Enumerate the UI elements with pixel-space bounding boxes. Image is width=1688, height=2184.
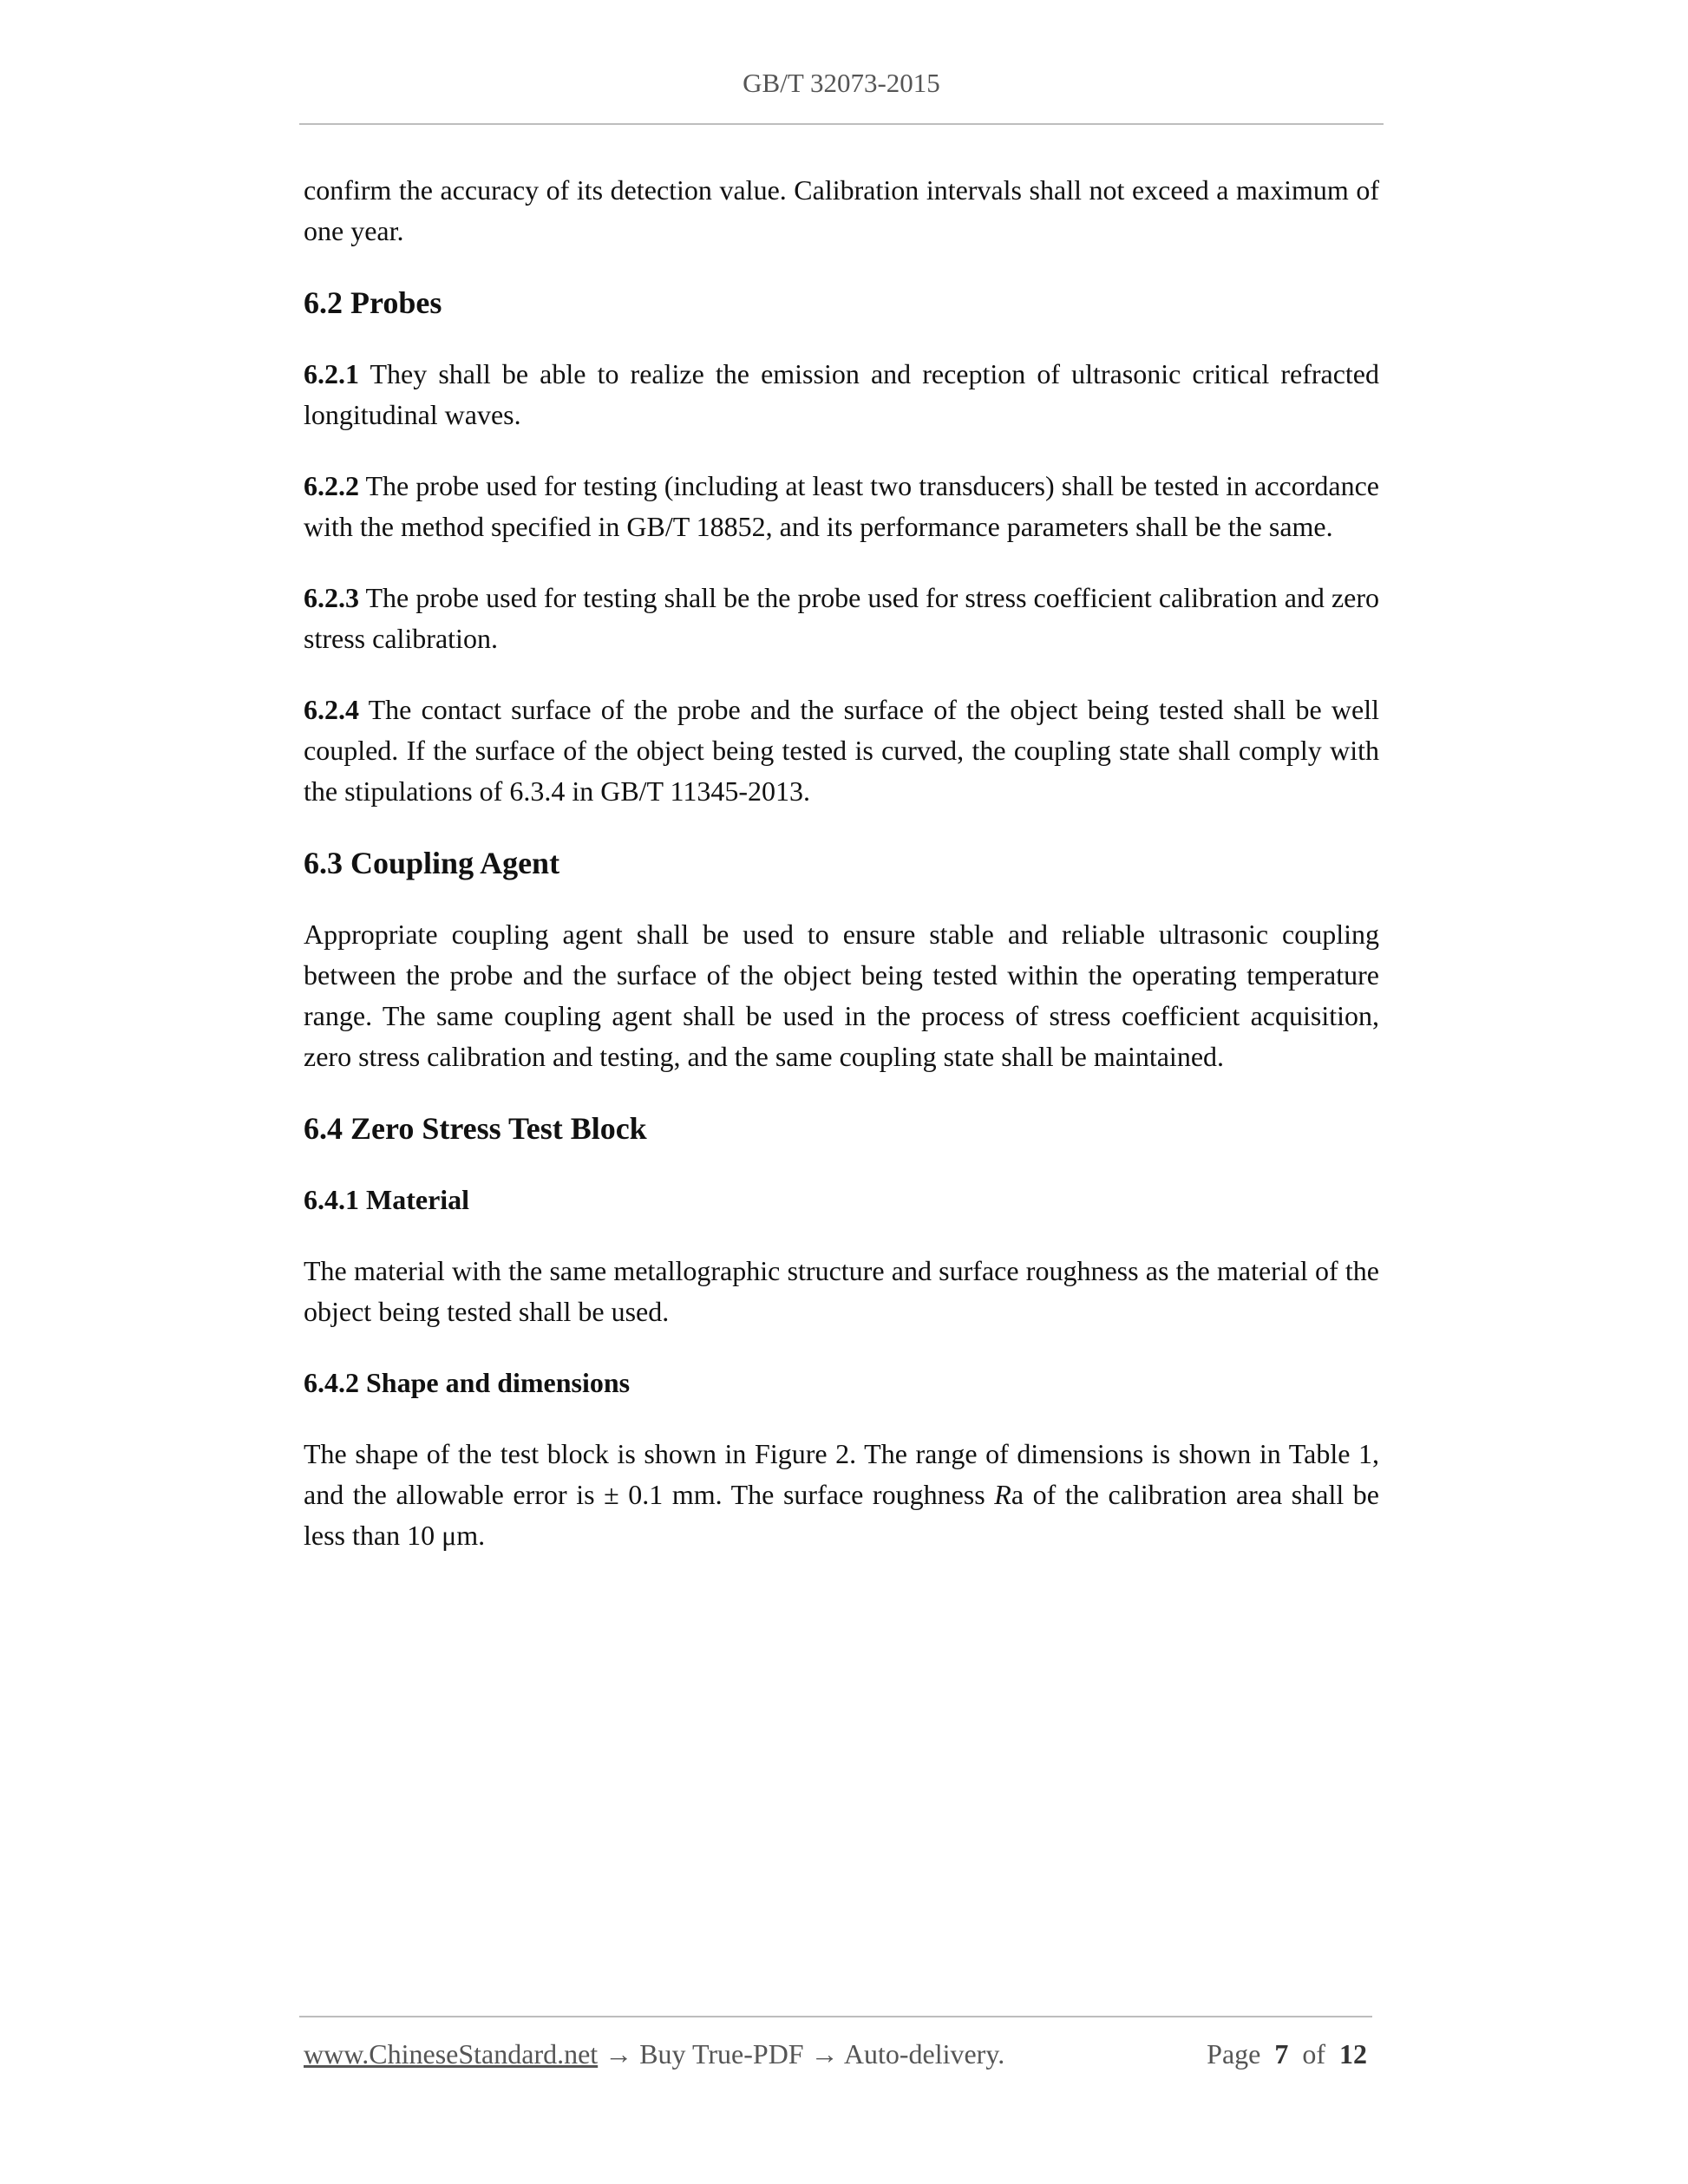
clause-6-2-2 (304, 466, 1379, 547)
footer-divider (299, 2016, 1372, 2017)
clause-number: 6.2.3 (304, 582, 359, 613)
clause-number: 6.2.1 (304, 358, 359, 389)
page-number: 7 (1274, 2038, 1289, 2070)
section-6-4-1-heading: 6.4.1 Material (304, 1184, 470, 1215)
clause-number: 6.2.4 (304, 694, 359, 725)
roughness-symbol: R (994, 1479, 1011, 1510)
buy-text: Buy True-PDF (639, 2038, 804, 2070)
clause-text: They shall be able to realize the emission and reception of ultrasonic critical refracted longitudinal waves. (304, 358, 1379, 430)
document-body (304, 170, 1379, 1556)
section-6-2-heading: 6.2 Probes (304, 285, 442, 320)
page-label: Page (1207, 2038, 1261, 2070)
section-6-4-2-heading: 6.4.2 Shape and dimensions (304, 1367, 631, 1398)
section-6-4-2-paragraph (304, 1434, 1379, 1556)
arrow-right-icon: → (810, 2038, 839, 2070)
clause-text: The probe used for testing shall be the probe used for stress coefficient calibration and zero stress calibration. (304, 582, 1379, 654)
section-6-3-heading: 6.3 Coupling Agent (304, 846, 560, 880)
site-link[interactable]: www.ChineseStandard.net (304, 2038, 599, 2070)
footer-promo (304, 2038, 1004, 2070)
clause-text: The contact surface of the probe and the surface of the object being tested shall be well coupled. If the surface of the object being tested is curved, the coupling state shall comply with the stipulations of 6.3.4 in GB/T 11345-2013. (304, 694, 1379, 807)
clause-6-2-3 (304, 578, 1379, 659)
paragraph-text: a of the calibration area shall be less than 10 μm. (304, 1479, 1380, 1551)
page-indicator (1207, 2038, 1367, 2070)
header-divider (299, 123, 1384, 125)
intro-paragraph: confirm the accuracy of its detection value. Calibration intervals shall not exceed a maximum of one year. (304, 174, 1379, 246)
arrow-right-icon: → (605, 2038, 633, 2070)
section-6-4-1-paragraph: The material with the same metallographic structure and surface roughness as the material of the object being tested shall be used. (304, 1255, 1379, 1327)
clause-6-2-1 (304, 354, 1379, 435)
clause-number: 6.2.2 (304, 470, 359, 501)
paragraph-text: The shape of the test block is shown in Figure 2. The range of dimensions is shown in Table 1, and the allowable error is ± 0.1 mm. The surface roughness (304, 1438, 1379, 1510)
clause-6-2-4 (304, 690, 1379, 812)
of-label: of (1302, 2038, 1325, 2070)
page-header: GB/T 32073-2015 (743, 68, 940, 98)
clause-text: The probe used for testing (including at least two transducers) shall be tested in accordance with the method specified in GB/T 18852, and its performance parameters shall be the same. (304, 470, 1379, 542)
page-total: 12 (1339, 2038, 1367, 2070)
delivery-text: Auto-delivery. (843, 2038, 1005, 2070)
section-6-3-paragraph: Appropriate coupling agent shall be used to ensure stable and reliable ultrasonic coupling between the probe and the surface of the object being tested within the operating temperature range. The same coupling agent shall be used in the process of stress coefficient acquisition, zero stress calibration and testing, and the same coupling state shall be maintained. (304, 919, 1379, 1072)
section-6-4-heading: 6.4 Zero Stress Test Block (304, 1111, 647, 1146)
